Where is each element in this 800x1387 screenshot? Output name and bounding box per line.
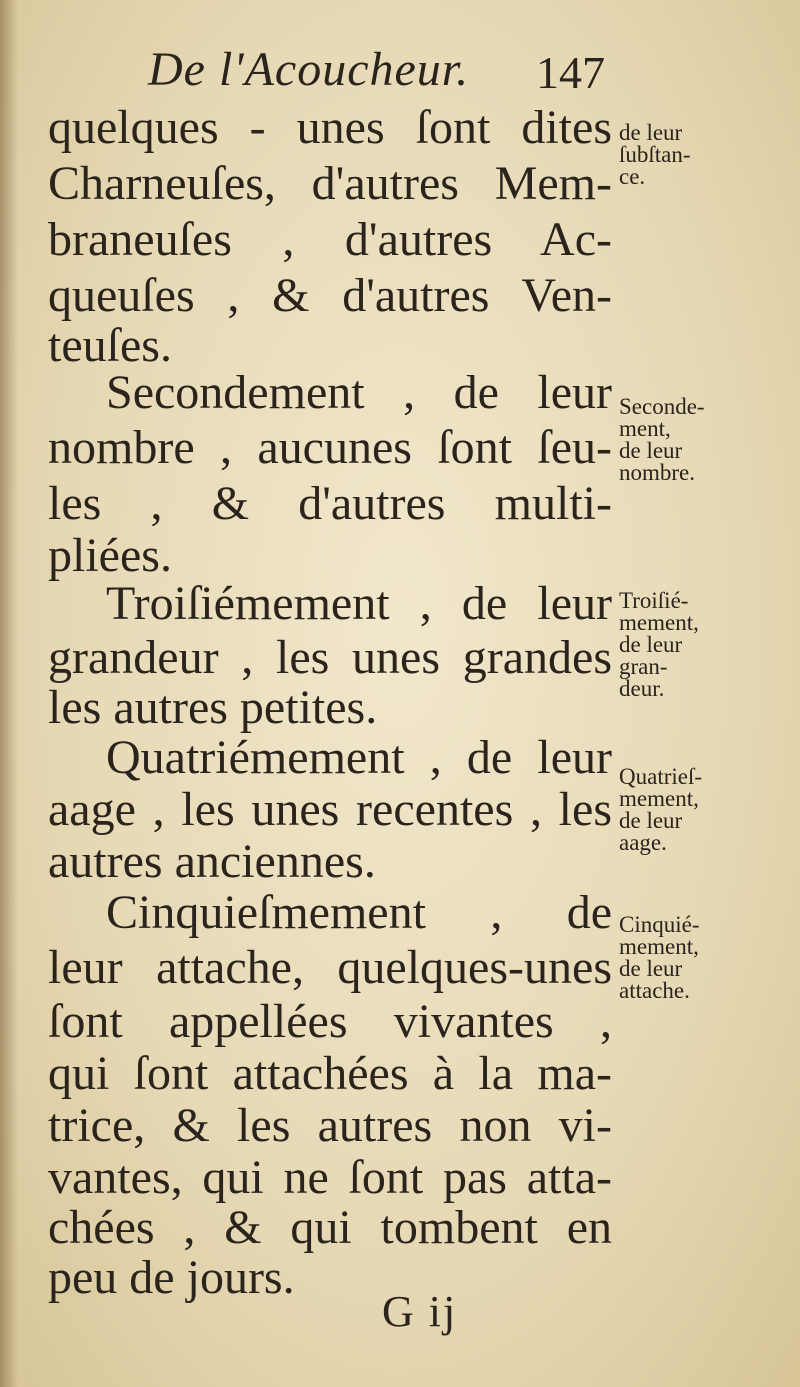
margin-note-line: de leur bbox=[619, 956, 683, 981]
signature-mark: G ij bbox=[382, 1287, 458, 1336]
margin-note-line: de leur bbox=[619, 120, 683, 145]
margin-note-line: gran- bbox=[619, 654, 668, 679]
margin-note-line: mement, bbox=[619, 610, 699, 635]
body-line: ſont appellées vivantes , bbox=[48, 995, 612, 1048]
margin-note-line: ment, bbox=[619, 416, 671, 441]
margin-note bbox=[619, 396, 799, 484]
body-line: nombre , aucunes ſont ſeu- bbox=[48, 421, 612, 474]
body-line: vantes, qui ne ſont pas atta- bbox=[48, 1151, 612, 1204]
body-line: Quatriémement , de leur bbox=[106, 731, 612, 784]
margin-note-line: ſubſtan- bbox=[619, 142, 691, 167]
margin-note-line: mement, bbox=[619, 934, 699, 959]
body-line: Cinquieſmement , de bbox=[106, 886, 612, 939]
margin-note-line: ce. bbox=[619, 164, 646, 189]
body-line: les autres petites. bbox=[48, 681, 378, 734]
margin-note-line: Seconde- bbox=[619, 394, 705, 419]
body-line: Troiſiémement , de leur bbox=[106, 577, 612, 630]
page-number: 147 bbox=[536, 47, 605, 98]
body-line: Secondement , de leur bbox=[106, 366, 612, 419]
running-title: De l'Acoucheur. bbox=[148, 43, 470, 96]
body-line: braneuſes , d'autres Ac- bbox=[48, 213, 612, 266]
body-line: quelques - unes ſont dites bbox=[48, 101, 612, 154]
margin-note-line: attache. bbox=[619, 978, 690, 1003]
body-line: aage , les unes recentes , les bbox=[48, 783, 612, 836]
margin-note-line: de leur bbox=[619, 808, 683, 833]
body-line: peu de jours. bbox=[48, 1251, 295, 1304]
margin-note bbox=[619, 766, 799, 854]
margin-note-line: deur. bbox=[619, 676, 665, 701]
body-line: teuſes. bbox=[48, 319, 172, 372]
margin-note bbox=[619, 122, 799, 188]
body-line: chées , & qui tombent en bbox=[48, 1201, 612, 1254]
body-line: queuſes , & d'autres Ven- bbox=[48, 269, 612, 322]
margin-note-line: nombre. bbox=[619, 460, 696, 485]
margin-note bbox=[619, 914, 799, 1002]
margin-note-line: de leur bbox=[619, 438, 683, 463]
margin-note-line: Cinquié- bbox=[619, 912, 700, 937]
body-line: qui ſont attachées à la ma- bbox=[48, 1047, 612, 1100]
body-line: les , & d'autres multi- bbox=[48, 477, 612, 530]
body-line: trice, & les autres non vi- bbox=[48, 1099, 612, 1152]
body-line: leur attache, quelques-unes bbox=[48, 941, 612, 994]
body-line: autres anciennes. bbox=[48, 835, 376, 888]
body-line: pliées. bbox=[48, 529, 172, 582]
margin-note bbox=[619, 590, 799, 700]
margin-note-line: Quatrieſ- bbox=[619, 764, 703, 789]
body-line: grandeur , les unes grandes bbox=[48, 631, 612, 684]
margin-note-line: mement, bbox=[619, 786, 699, 811]
margin-note-line: de leur bbox=[619, 632, 683, 657]
margin-note-line: Troiſié- bbox=[619, 588, 689, 613]
body-line: Charneuſes, d'autres Mem- bbox=[48, 157, 612, 210]
margin-note-line: aage. bbox=[619, 830, 667, 855]
